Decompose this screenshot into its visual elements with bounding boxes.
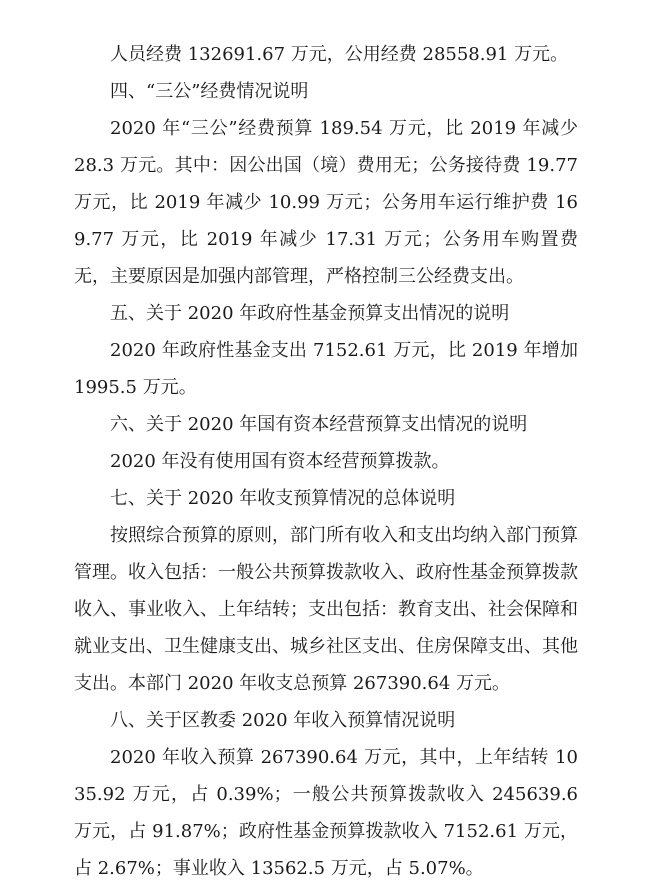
paragraph-three-public-expenses: 2020 年“三公”经费预算 189.54 万元，比 2019 年减少 28.3 万元。其中：因公出国（境）费用无；公务接待费 19.77 万元，比 2019 年减少 10.99 万元；公务用车运行维护费 169.77 万元，比 2019 年减少 17.31 万元；公务用车购置费无，主要原因是加强内部管理，严格控制三公经费支出。 bbox=[74, 118, 578, 287]
heading-income-budget: 八、关于区教委 2020 年收入预算情况说明 bbox=[110, 710, 456, 731]
paragraph-income-budget: 2020 年收入预算 267390.64 万元，其中，上年结转 1035.92 万元，占 0.39%；一般公共预算拨款收入 245639.6 万元，占 91.87%；政府性基金预算拨款收入 7152.61 万元，占 2.67%；事业收入 13562.5 万元，占 5.07%。 bbox=[74, 747, 578, 879]
heading-government-fund: 五、关于 2020 年政府性基金预算支出情况的说明 bbox=[110, 303, 510, 324]
heading-three-public-expenses: 四、“三公”经费情况说明 bbox=[110, 81, 309, 102]
paragraph-overall-budget: 按照综合预算的原则，部门所有收入和支出均纳入部门预算管理。收入包括：一般公共预算拨款收入、政府性基金预算拨款收入、事业收入、上年结转；支出包括：教育支出、社会保障和就业支出、卫生健康支出、城乡社区支出、住房保障支出、其他支出。本部门 2020 年收支总预算 267390.64 万元。 bbox=[74, 525, 578, 694]
heading-state-capital: 六、关于 2020 年国有资本经营预算支出情况的说明 bbox=[110, 414, 528, 435]
paragraph-state-capital: 2020 年没有使用国有资本经营预算拨款。 bbox=[110, 451, 450, 472]
heading-overall-budget: 七、关于 2020 年收支预算情况的总体说明 bbox=[110, 488, 456, 509]
paragraph-government-fund: 2020 年政府性基金支出 7152.61 万元，比 2019 年增加 1995.5 万元。 bbox=[74, 340, 578, 398]
paragraph-personnel-expenses: 人员经费 132691.67 万元，公用经费 28558.91 万元。 bbox=[110, 44, 569, 65]
document-page bbox=[74, 36, 578, 887]
